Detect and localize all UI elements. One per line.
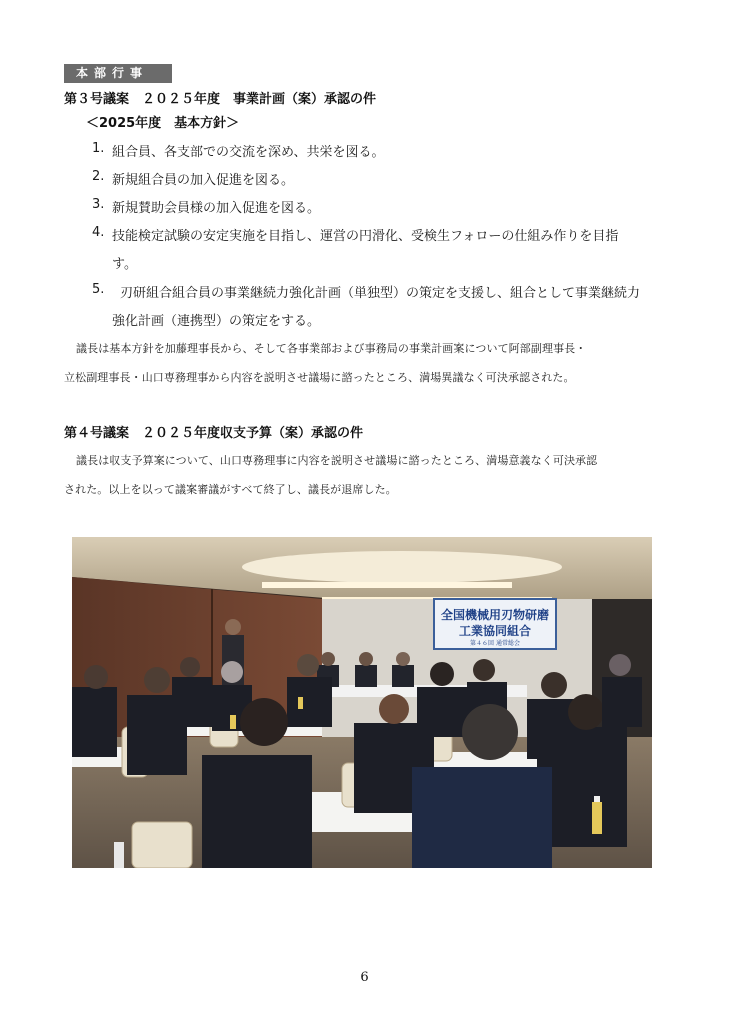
agenda4-body-line: 議長は収支予算案について、山口専務理事に内容を説明させ議場に諮ったところ、満場意義なく可決承認: [76, 454, 598, 467]
meeting-photo: [72, 537, 652, 868]
agenda3-body-line: 立松副理事長・山口専務理事から内容を説明させ議場に諮ったところ、満場異議なく可決承認された。: [64, 371, 575, 384]
agenda3-body-line: 議長は基本方針を加藤理事長から、そして各事業部および事務局の事業計画案について阿部副理事長・: [76, 342, 587, 355]
list-item: 刃研組合組合員の事業継続力強化計画（単独型）の策定を支援し、組合として事業継続力: [120, 286, 641, 301]
list-item-number: 3.: [92, 197, 105, 212]
section-tag: 本部行事: [64, 64, 172, 83]
list-item-number: 5.: [92, 282, 105, 297]
list-item-continuation: 強化計画（連携型）の策定をする。: [112, 314, 321, 329]
list-item: 新規賛助会員様の加入促進を図る。: [112, 201, 321, 216]
list-item-continuation: す。: [112, 257, 137, 272]
list-item: 新規組合員の加入促進を図る。: [112, 173, 295, 188]
list-item: 技能検定試験の安定実施を目指し、運営の円滑化、受検生フォローの仕組み作りを目指: [112, 229, 619, 244]
list-item-number: 4.: [92, 225, 105, 240]
agenda3-title: 第３号議案 ２０２５年度 事業計画（案）承認の件: [64, 92, 377, 107]
banner-line1: 全国機械用刃物研磨: [440, 608, 550, 622]
page-number: 6: [360, 970, 369, 985]
list-item: 組合員、各支部での交流を深め、共栄を図る。: [112, 145, 385, 160]
banner-line2: 工業協同組合: [458, 624, 532, 638]
list-item-number: 1.: [92, 141, 105, 156]
banner-subtitle: 第４６回 通常総会: [470, 640, 520, 647]
list-item-number: 2.: [92, 169, 105, 184]
agenda4-title: 第４号議案 ２０２５年度収支予算（案）承認の件: [64, 426, 364, 441]
policy-heading: ＜2025年度 基本方針＞: [86, 116, 240, 131]
agenda4-body-line: された。以上を以って議案審議がすべて終了し、議長が退席した。: [64, 483, 397, 496]
